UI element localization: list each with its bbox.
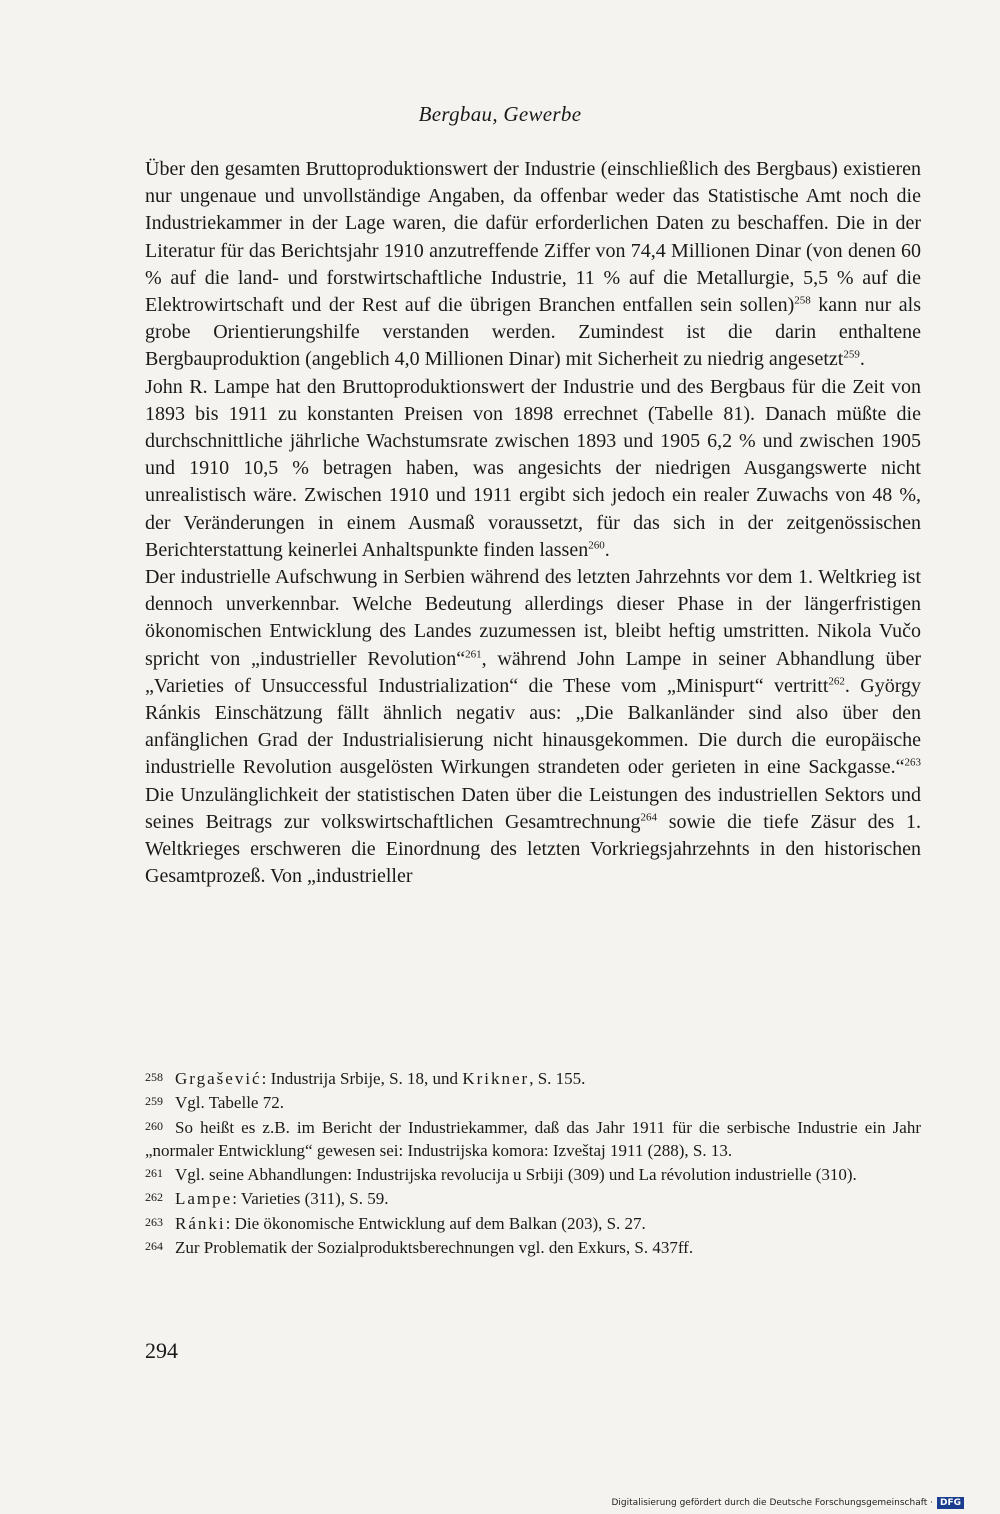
paragraph-text: , während John Lampe in seiner Abhandlung über „Varieties of Unsuccessful Industrialization“ die These vom „Minispurt“ vertritt: [145, 647, 922, 697]
footnote-text: : Varieties (311), S. 59.: [232, 1189, 389, 1209]
body-text: [145, 156, 921, 890]
footnote-author: Krikner: [462, 1069, 530, 1088]
credit-text: Digitalisierung gefördert durch die Deutsche Forschungsgemeinschaft ·: [611, 1498, 933, 1508]
dfg-logo-icon: DFG: [937, 1497, 964, 1509]
running-head: Bergbau, Gewerbe: [418, 102, 582, 126]
paragraph-text: John R. Lampe hat den Bruttoproduktionswert der Industrie und des Bergbaus für die Zeit von 1893 bis 1911 zu konstanten Preisen von 1898 errechnet (Tabelle 81). Danach müßte die durchschnittliche jährliche Wachstumsrate zwischen 1893 und 1905 6,2 % und zwischen 1905 und 1910 10,5 % betragen haben, was angesichts der niedrigen Ausgangswerte nicht unrealistisch wäre. Zwischen 1910 und 1911 ergibt sich jedoch ein realer Zuwachs von 48 %, der Veränderungen in einem Ausmaß voraussetzt, für das sich in der zeitgenössischen Berichterstattung keinerlei Anhaltspunkte finden lassen: [145, 375, 921, 561]
paragraph-text: Die Unzulänglichkeit der statistischen Daten über die Leistungen des industriellen Sektors und seines Beitrags zur volkswirtschaftlichen Gesamtrechnung: [145, 783, 921, 833]
page-number: 294: [145, 1338, 178, 1363]
footnote-number: 262: [145, 1190, 163, 1205]
footnote-number: 258: [145, 1070, 163, 1084]
paragraph-3: [145, 564, 921, 890]
footnote-author: Ránki: [175, 1213, 226, 1233]
footnote-261: [145, 1162, 921, 1186]
footnote-ref-264[interactable]: 264: [640, 811, 658, 824]
footnote-262: [145, 1186, 921, 1210]
paragraph-text: Über den gesamten Bruttoproduktionswert der Industrie (einschließlich des Bergbaus) existieren nur ungenaue und unvollständige Angaben, da offenbar weder das Statistische Amt noch die Industriekammer in der Lage waren, die dafür erforderlichen Daten zu beschaffen. Die in der Literatur für das Berichtsjahr 1910 anzutreffende Ziffer von 74,4 Millionen Dinar (von denen 60 % auf die land- und forstwirtschaftliche Industrie, 11 % auf die Metallurgie, 5,5 % auf die Elektrowirtschaft und der Rest auf die übrigen Branchen entfallen sein sollen): [145, 158, 921, 317]
footnote-263: [145, 1211, 921, 1235]
paragraph-text: .: [604, 538, 610, 561]
footnote-author: Grgašević: [175, 1069, 262, 1088]
footnote-text: , S. 155.: [529, 1069, 586, 1088]
footnote-text: : Die ökonomische Entwicklung auf dem Balkan (203), S. 27.: [225, 1213, 646, 1233]
footnote-text: Vgl. seine Abhandlungen: Industrijska revolucija u Srbiji (309) und La révolution industrielle (310).: [175, 1165, 857, 1185]
paragraph-2: [145, 374, 921, 564]
footnote-number: 259: [145, 1094, 163, 1109]
footnote-number: 261: [145, 1166, 163, 1181]
footnote-number: 263: [145, 1214, 163, 1229]
footnote-264: [145, 1235, 921, 1259]
paragraph-text: . György Ránkis Einschätzung fällt ähnlich negativ aus: „Die Balkanländer sind also über den anfänglichen Grad der Industrialisierung nicht hinausgekommen. Die durch die europäische industrielle Revolution ausgelösten Wirkungen strandeten oder gerieten in eine Sackgasse.“: [145, 674, 921, 779]
paragraph-text: kann nur als grobe Orientierungshilfe verstanden werden. Zumindest ist die darin enthaltene Bergbauproduktion (angeblich 4,0 Millionen Dinar) mit Sicherheit zu niedrig angesetzt: [145, 294, 921, 371]
footnote-text: : Industrija Srbije, S. 18, und: [261, 1069, 463, 1088]
digitization-credit: [612, 1497, 965, 1509]
footnote-number: 260: [145, 1118, 163, 1133]
footnotes: [145, 1066, 921, 1259]
footnote-number: 264: [145, 1239, 163, 1254]
footnote-ref-259[interactable]: 259: [843, 348, 860, 361]
footnote-258: [145, 1066, 921, 1090]
footnote-ref-260[interactable]: 260: [588, 539, 605, 552]
footnote-author: Lampe: [175, 1189, 233, 1209]
footnote-ref-258[interactable]: 258: [794, 294, 811, 307]
footnote-ref-262[interactable]: 262: [828, 675, 845, 688]
footnote-text: Zur Problematik der Sozialproduktsberechnungen vgl. den Exkurs, S. 437ff.: [175, 1238, 694, 1258]
paragraph-text: .: [859, 348, 865, 371]
footnote-ref-263[interactable]: 263: [904, 756, 921, 769]
paragraph-text: Der industrielle Aufschwung in Serbien während des letzten Jahrzehnts vor dem 1. Weltkrieg ist dennoch unverkennbar. Welche Bedeutung allerdings dieser Phase in der längerfristigen ökonomischen Entwicklung des Landes zuzumessen ist, bleibt heftig umstritten. Nikola Vučo spricht von „industrieller Revolution“: [145, 566, 921, 670]
paragraph-text: sowie die tiefe Zäsur des 1. Weltkrieges erschweren die Einordnung des letzten Vorkriegsjahrzehnts in den historischen Gesamtprozeß. Von „industrieller: [145, 810, 922, 888]
footnote-text: So heißt es z.B. im Bericht der Industriekammer, daß das Jahr 1911 für die serbische Industrie ein Jahr „normaler Entwicklung“ gewesen sei: Industrijska komora: Izveštaj 1911 (288), S. 13.: [145, 1117, 921, 1160]
footnote-259: [145, 1090, 921, 1114]
footnote-260: [145, 1115, 921, 1163]
footnote-text: Vgl. Tabelle 72.: [175, 1093, 284, 1113]
paragraph-1: [145, 156, 921, 374]
footnote-ref-261[interactable]: 261: [465, 648, 482, 660]
